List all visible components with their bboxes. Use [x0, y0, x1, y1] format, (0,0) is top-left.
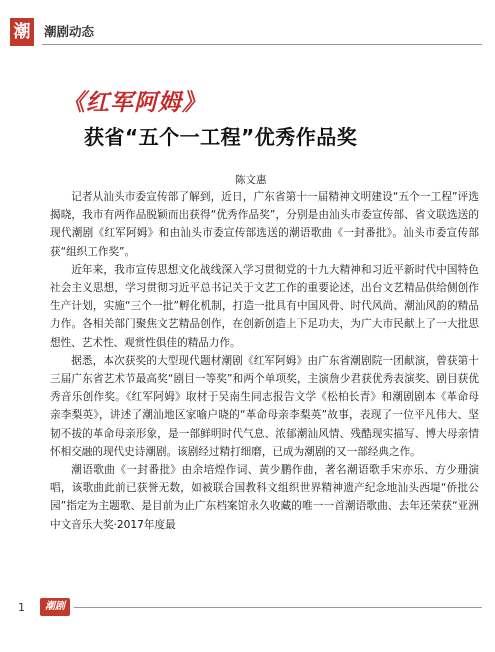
article-title-sub: 获省“五个一工程”优秀作品奖	[84, 125, 358, 149]
paragraph-1: 记者从汕头市委宣传部了解到，近日，广东省第十一届精神文明建设“五个一工程”评选揭晓，我市有两作品脱颖而出获得“优秀作品奖”，分别是由汕头市委宣传部、省文联选送的现代潮剧《红军阿姆》和由汕头市委宣传部选送的潮语歌曲《一封番批》。汕头市委宣传部获“组织工作奖”。	[50, 191, 479, 258]
paragraph-2: 近年来，我市宣传思想文化战线深入学习贯彻党的十九大精神和习近平新时代中国特色社会主义思想，学习贯彻习近平总书记关于文艺工作的重要论述，出台文艺精品供给侧创作生产计划，实施“三个一批”孵化机制，打造一批具有中国风骨、时代风尚、潮汕风韵的精品力作。各相关部门聚焦文艺精品创作，在创新创造上下足功夫，为广大市民献上了一大批思想性、艺术性、观赏性俱佳的精品力作。	[50, 263, 479, 349]
paragraph-3: 据悉，本次获奖的大型现代题材潮剧《红军阿姆》由广东省潮剧院一团献演，曾获第十三届广东省艺术节最高奖“剧目一等奖”和两个单项奖，主演詹少君获优秀表演奖、剧目获优秀音乐创作奖。《红军阿姆》取材于吴南生同志报告文学《松柏长青》和潮剧剧本《革命母亲李梨英》，讲述了潮汕地区家喻户晓的“革命母亲李梨英”故事，表现了一位平凡伟大、坚韧不拔的革命母亲形象，是一部鲜明时代气息、浓郁潮汕风情、残酷现实描写、博大母亲情怀相交融的现代史诗潮剧。该剧经过精打细磨，已成为潮剧的又一部经典之作。	[50, 354, 479, 458]
article-author: 陈文惠	[235, 174, 267, 186]
page-header	[0, 0, 495, 50]
section-label: 潮剧动态	[44, 24, 95, 39]
header-divider	[42, 44, 482, 45]
article-title-main: 《红军阿姆》	[62, 89, 206, 116]
footer-divider	[74, 607, 482, 608]
footer-logo-icon: 潮剧	[40, 598, 70, 616]
paragraph-4: 潮语歌曲《一封番批》由余培煌作词、黄少鹏作曲，著名潮语歌手宋亦乐、方少珊演唱，该歌曲此前已获誉无数，如被联合国教科文组织世界精神遗产纪念地汕头西堤“侨批公园”指定为主题歌、是目前为止广东档案馆永久收藏的唯一一首潮语歌曲、去年还荣获“亚洲中文音乐大奖·2017年度最	[50, 464, 479, 531]
page-number: 1	[18, 601, 25, 614]
magazine-logo-icon: 潮	[10, 18, 34, 46]
article-body	[50, 188, 479, 588]
